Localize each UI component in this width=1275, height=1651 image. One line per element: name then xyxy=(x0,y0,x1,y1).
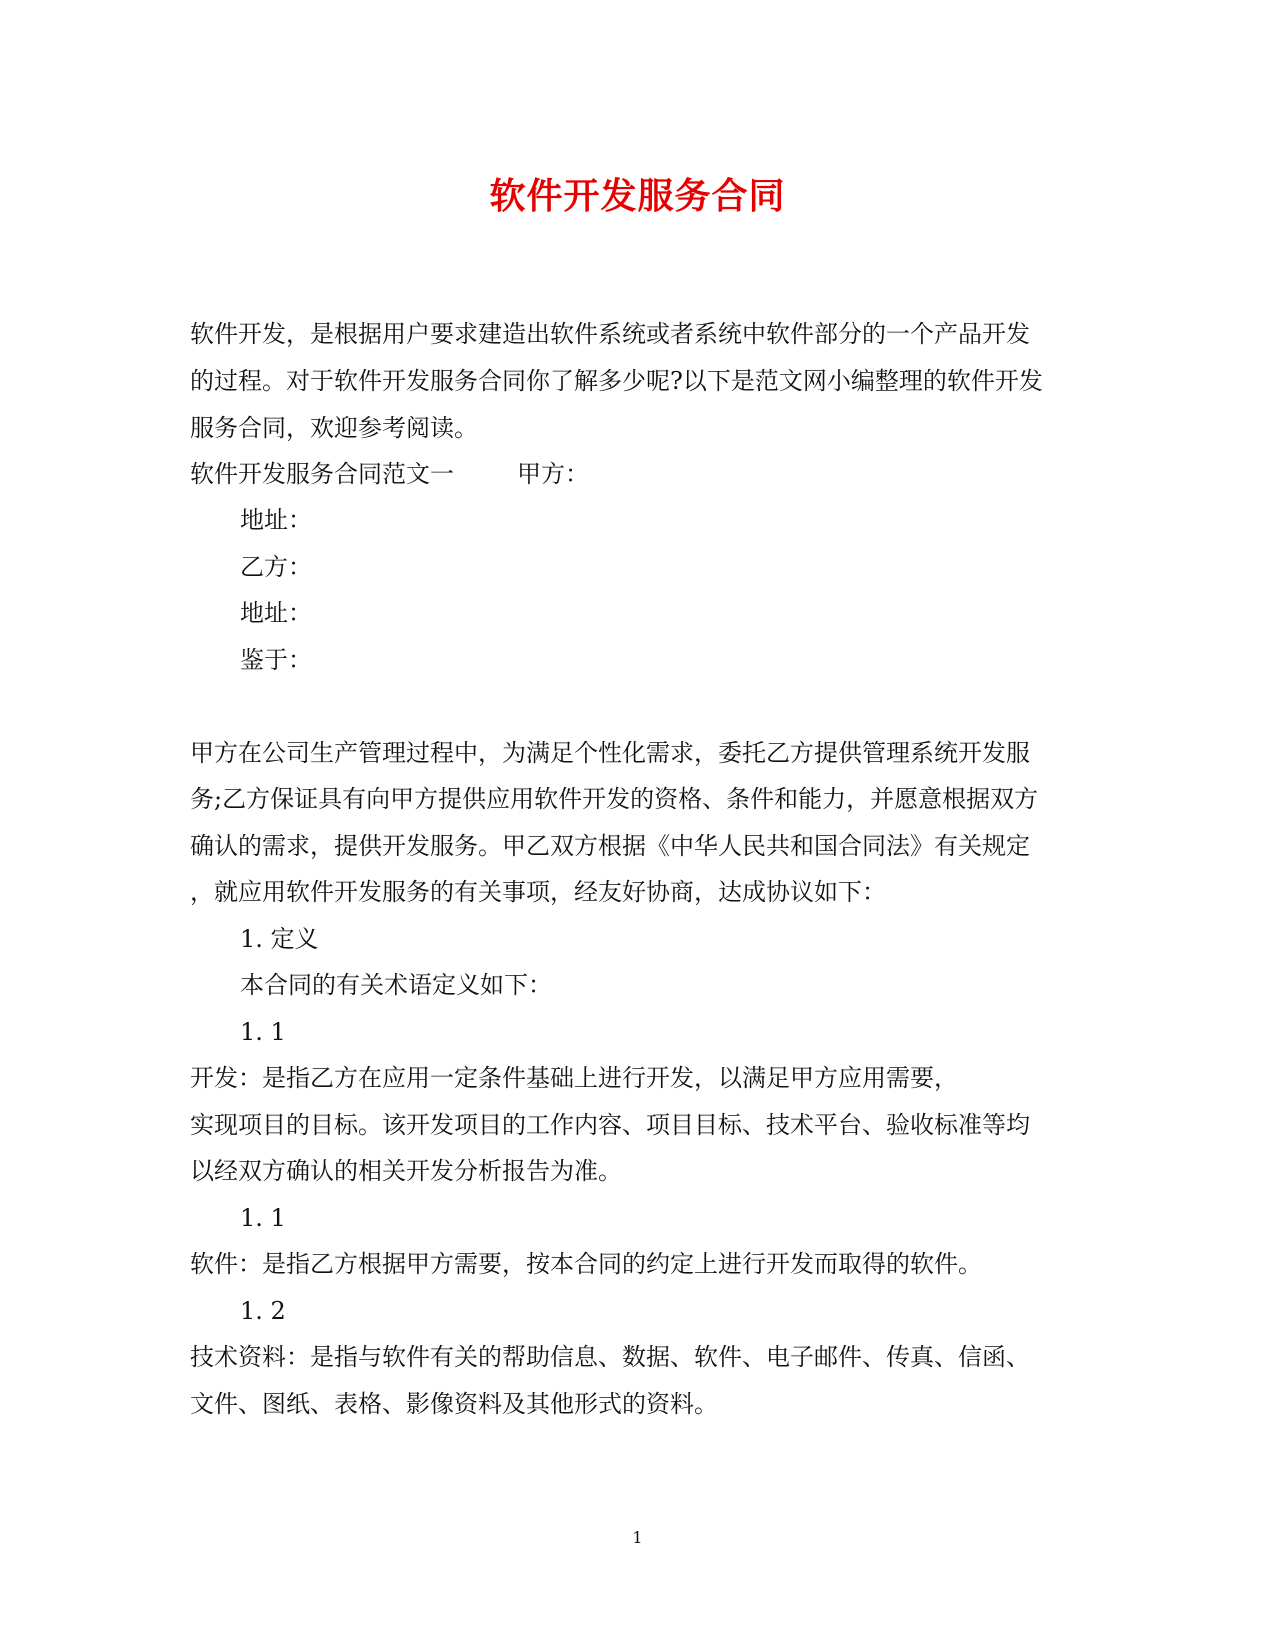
party-field-party-b: 乙方： xyxy=(240,553,312,581)
section-heading: 1. 定义 xyxy=(240,925,319,953)
whereas-line: 甲方在公司生产管理过程中，为满足个性化需求，委托乙方提供管理系统开发服 xyxy=(190,739,1030,767)
intro-line: 的过程。对于软件开发服务合同你了解多少呢?以下是范文网小编整理的软件开发 xyxy=(190,367,1043,395)
clause-line: 实现项目的目标。该开发项目的工作内容、项目目标、技术平台、验收标准等均 xyxy=(190,1111,1030,1139)
intro-line: 软件开发，是根据用户要求建造出软件系统或者系统中软件部分的一个产品开发 xyxy=(190,320,1030,348)
clause-line: 文件、图纸、表格、影像资料及其他形式的资料。 xyxy=(190,1390,718,1418)
clause-line: 技术资料：是指与软件有关的帮助信息、数据、软件、电子邮件、传真、信函、 xyxy=(190,1343,1030,1371)
clause-number: 1. 2 xyxy=(240,1297,286,1325)
page-number: 1 xyxy=(632,1528,643,1547)
party-field-address: 地址： xyxy=(240,599,312,627)
party-a-label: 甲方： xyxy=(517,460,589,488)
clause-number: 1. 1 xyxy=(240,1018,286,1046)
clause-line: 软件：是指乙方根据甲方需要，按本合同的约定上进行开发而取得的软件。 xyxy=(190,1250,982,1278)
party-field-address: 地址： xyxy=(240,506,312,534)
whereas-line: ，就应用软件开发服务的有关事项，经友好协商，达成协议如下： xyxy=(190,878,886,906)
whereas-line: 确认的需求，提供开发服务。甲乙双方根据《中华人民共和国合同法》有关规定 xyxy=(190,832,1030,860)
clause-line: 开发：是指乙方在应用一定条件基础上进行开发，以满足甲方应用需要， xyxy=(190,1064,958,1092)
party-field-whereas: 鉴于： xyxy=(240,646,312,674)
whereas-line: 务;乙方保证具有向甲方提供应用软件开发的资格、条件和能力，并愿意根据双方 xyxy=(190,785,1039,813)
sample-heading: 软件开发服务合同范文一 xyxy=(190,460,454,488)
definitions-intro: 本合同的有关术语定义如下： xyxy=(240,971,552,999)
clause-number: 1. 1 xyxy=(240,1204,286,1232)
document-title: 软件开发服务合同 xyxy=(489,175,786,217)
intro-line: 服务合同，欢迎参考阅读。 xyxy=(190,414,478,442)
clause-line: 以经双方确认的相关开发分析报告为准。 xyxy=(190,1157,622,1185)
